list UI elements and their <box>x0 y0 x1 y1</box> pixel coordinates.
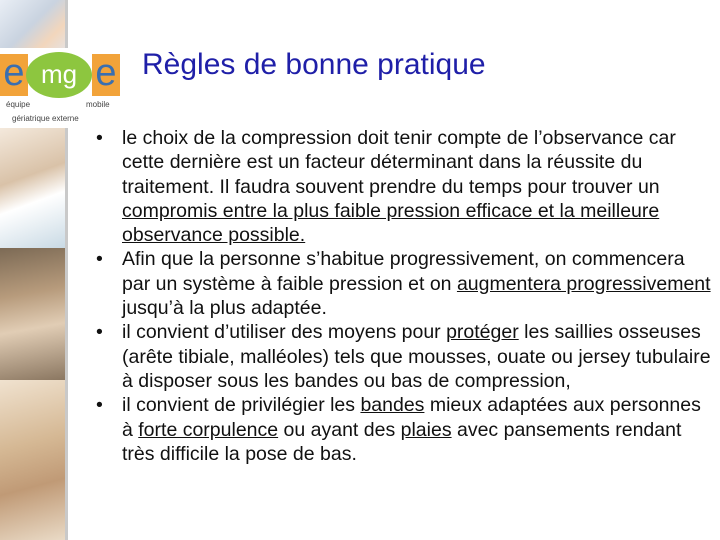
bullet-item <box>86 126 712 247</box>
bullet-marker: • <box>96 321 103 344</box>
logo-letter-right: e <box>92 54 120 96</box>
bullet-emphasis: bandes <box>360 394 425 417</box>
bullet-text: il convient d’utiliser des moyens pour <box>122 321 447 344</box>
bullet-text: mieux adaptées aux personnes à <box>122 394 701 441</box>
bullet-marker: • <box>96 127 103 149</box>
logo-tag-right: mobile <box>86 100 110 109</box>
bullet-text: le choix de la compression doit tenir compte de l’observance car cette dernière est un facteur déterminant dans la réussite du traitement. Il faudra souvent prendre du temps pour trouver un <box>122 127 676 198</box>
logo-tag-bottom: gériatrique externe <box>12 114 79 123</box>
logo-tag-left: équipe <box>6 100 31 109</box>
bullet-emphasis: compromis entre la plus faible pression efficace et la meilleure observance possible. <box>122 199 660 247</box>
bullet-marker: • <box>96 394 103 417</box>
elderly-care-photo <box>0 248 68 380</box>
bullet-item <box>86 393 712 466</box>
bullet-marker: • <box>96 248 103 271</box>
logo-letter-left: e <box>0 54 28 96</box>
bullet-text: les saillies osseuses (arête tibiale, malléoles) tels que mousses, ouate ou jersey tubulaire à disposer sous les bandes ou bas de compression, <box>122 321 711 392</box>
bullet-text: avec pansements rendant très difficile la pose de bas. <box>122 418 682 465</box>
bullet-emphasis: augmentera progressivement <box>456 272 711 295</box>
bullet-text: ou ayant des <box>278 418 401 441</box>
logo-circle-mg: mg <box>26 52 92 98</box>
caregiver-photo <box>0 380 68 540</box>
bullet-text: Afin que la personne s’habitue progressivement, on commencera par un système à faible pression et on <box>122 248 685 295</box>
bullet-item <box>86 247 712 320</box>
medical-staff-photo <box>0 128 68 248</box>
bullet-emphasis: protéger <box>446 321 519 344</box>
bullet-text: il convient de privilégier les <box>122 394 361 417</box>
bullet-emphasis: forte corpulence <box>138 418 279 441</box>
emge-logo <box>0 48 130 128</box>
bullet-emphasis: plaies <box>400 418 452 441</box>
bullet-text: jusqu’à la plus adaptée. <box>122 297 327 320</box>
bullet-item <box>86 320 712 393</box>
slide-title: Règles de bonne pratique <box>142 48 486 81</box>
bullet-list <box>86 126 712 466</box>
